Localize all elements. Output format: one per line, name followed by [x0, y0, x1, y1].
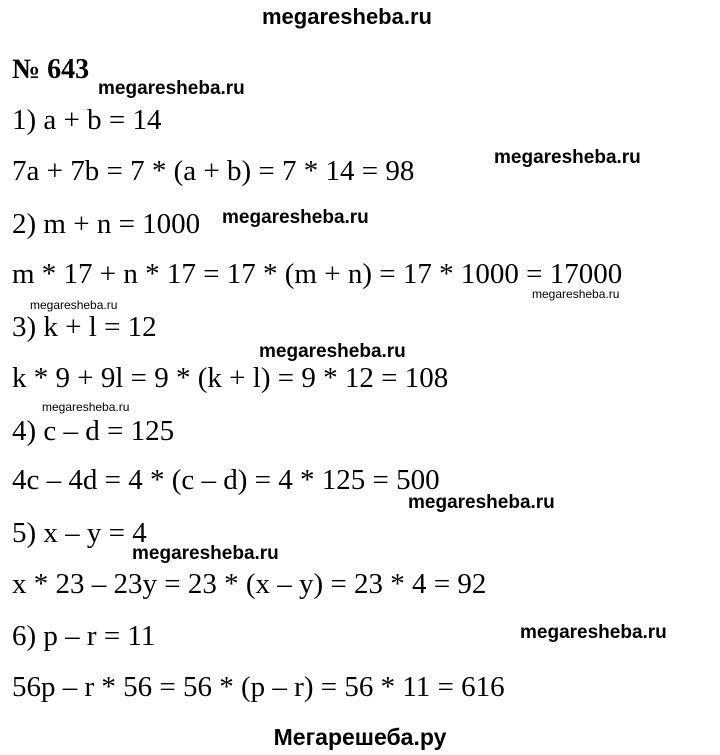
watermark: megaresheba.ru: [520, 622, 667, 643]
equation-line: x * 23 – 23y = 23 * (x – y) = 23 * 4 = 92: [12, 568, 487, 600]
footer-brand: Мегарешеба.ру: [273, 724, 447, 750]
watermark: megaresheba.ru: [494, 147, 641, 168]
watermark: megaresheba.ru: [30, 298, 118, 312]
watermark: megaresheba.ru: [259, 341, 406, 362]
watermark: megaresheba.ru: [532, 287, 620, 301]
equation-line: 6) p – r = 11: [12, 620, 156, 652]
equation-line: 4c – 4d = 4 * (c – d) = 4 * 125 = 500: [12, 464, 440, 496]
equation-line: 2) m + n = 1000: [12, 208, 201, 240]
equation-line: 56p – r * 56 = 56 * (p – r) = 56 * 11 = 616: [12, 671, 505, 703]
equation-line: 1) a + b = 14: [12, 104, 162, 136]
equation-line: k * 9 + 9l = 9 * (k + l) = 9 * 12 = 108: [12, 362, 449, 394]
equation-line: 4) c – d = 125: [12, 415, 175, 447]
equation-line: 3) k + l = 12: [12, 311, 157, 343]
equation-line: 5) x – y = 4: [12, 517, 147, 549]
watermark: megaresheba.ru: [408, 492, 555, 513]
task-number: № 643: [12, 54, 90, 85]
watermark: megaresheba.ru: [222, 207, 369, 228]
header-watermark: megaresheba.ru: [262, 4, 432, 29]
equation-line: 7a + 7b = 7 * (a + b) = 7 * 14 = 98: [12, 155, 415, 187]
watermark: megaresheba.ru: [42, 400, 130, 414]
watermark: megaresheba.ru: [132, 543, 279, 564]
equation-line: m * 17 + n * 17 = 17 * (m + n) = 17 * 1000 = 17000: [12, 258, 623, 290]
watermark: megaresheba.ru: [98, 78, 245, 99]
